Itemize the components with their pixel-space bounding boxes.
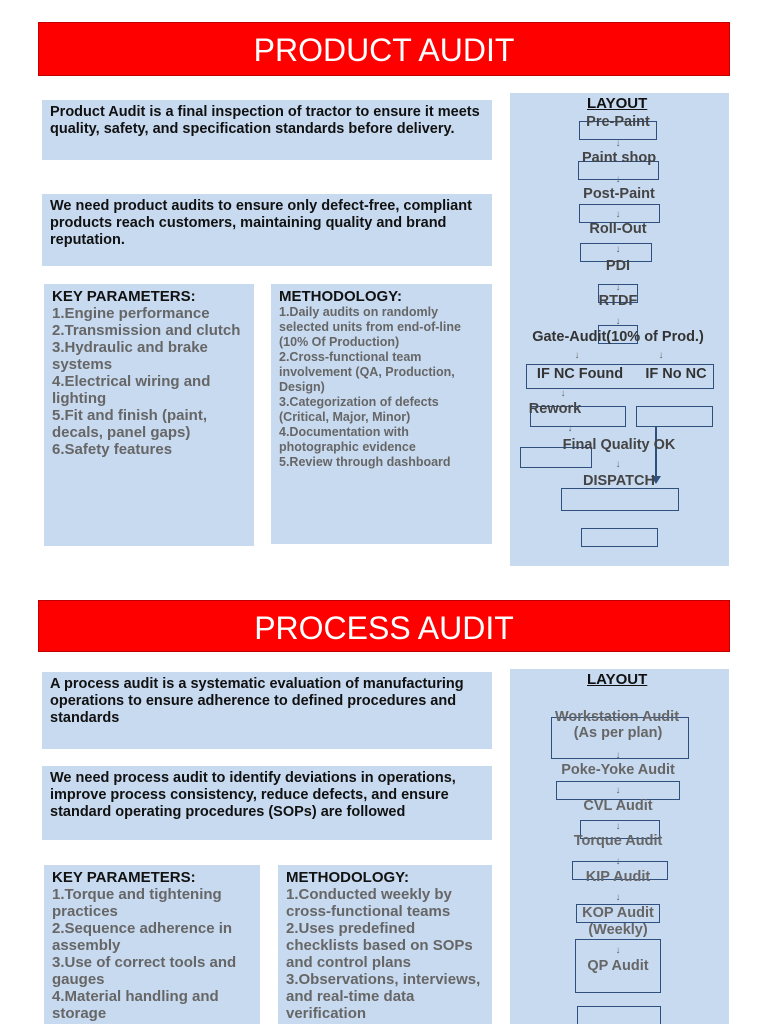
list-item: 1.Torque and tightening practices [52, 886, 222, 920]
flow-workstation-audit: Workstation Audit [554, 709, 680, 725]
down-arrow-icon: ↓ [567, 423, 573, 434]
list-item: 2.Transmission and clutch [52, 322, 241, 339]
flow-rework: Rework [528, 401, 582, 417]
process-need-box [42, 766, 492, 840]
down-arrow-icon: ↓ [615, 209, 621, 220]
down-arrow-icon: ↓ [658, 350, 664, 361]
list-item: 2.Uses predefined checklists based on SOPs and control plans [286, 920, 473, 971]
flow-pre-paint: Pre-Paint [586, 114, 650, 130]
list-item: 2.Cross-functional team involvement (QA, Production, Design) [279, 350, 455, 394]
product-need-text: We need product audits to ensure only defect-free, compliant products reach customers, maintaining quality and brand reputation. [50, 198, 472, 248]
down-arrow-icon: ↓ [615, 244, 621, 255]
flow-cvl-audit: CVL Audit [583, 798, 653, 814]
flow-workstation-sub: (As per plan) [573, 725, 663, 741]
list-item: 3.Observations, interviews, and real-time data verification [286, 971, 481, 1022]
down-arrow-icon: ↓ [615, 821, 621, 832]
product-intro-box [42, 100, 492, 160]
product-methodology-list [279, 305, 484, 470]
product-methodology-box [271, 284, 492, 544]
flow-box [561, 488, 679, 511]
process-intro-text: A process audit is a systematic evaluation of manufacturing operations to ensure adherence to defined procedures and standards [50, 676, 464, 726]
down-arrow-icon: ↓ [560, 388, 566, 399]
flow-rtdf: RTDF [598, 293, 638, 309]
flow-torque-audit: Torque Audit [573, 833, 663, 849]
list-item: 3.Hydraulic and brake systems [52, 339, 208, 373]
down-arrow-icon: ↓ [615, 174, 621, 185]
process-intro-box [42, 672, 492, 749]
process-key-parameters-heading: KEY PARAMETERS: [52, 869, 196, 886]
flow-roll-out: Roll-Out [589, 221, 647, 237]
process-need-text: We need process audit to identify deviations in operations, improve process consistency, reduce defects, and ensure standard operating procedures (SOPs) are followed [50, 770, 456, 820]
process-layout-title: LAYOUT [587, 671, 648, 688]
flow-box [581, 528, 658, 547]
process-methodology-list [286, 886, 484, 1022]
process-methodology-box [278, 865, 492, 1024]
product-layout-title: LAYOUT [587, 95, 648, 112]
process-audit-title: PROCESS AUDIT [254, 610, 514, 646]
list-item: 1.Engine performance [52, 305, 210, 322]
down-arrow-icon: ↓ [615, 856, 621, 867]
process-methodology-heading: METHODOLOGY: [286, 869, 410, 886]
flow-kip-audit: KIP Audit [585, 869, 651, 885]
flow-poke-yoke: Poke-Yoke Audit [561, 762, 675, 778]
down-arrow-icon: ↓ [615, 282, 621, 293]
flow-if-no-nc: IF No NC [645, 366, 707, 382]
list-item: 4.Electrical wiring and lighting [52, 373, 211, 407]
product-key-parameters-heading: KEY PARAMETERS: [52, 288, 196, 305]
flow-kop-audit: KOP Audit [582, 905, 654, 921]
list-item: 4.Documentation with photographic evidence [279, 425, 416, 454]
list-item: 6.Safety features [52, 441, 173, 458]
list-item: 3.Use of correct tools and gauges [52, 954, 237, 988]
flow-kop-sub: (Weekly) [588, 922, 648, 938]
list-item: 3.Categorization of defects (Critical, Major, Minor) [279, 395, 439, 424]
flow-gate-audit: Gate-Audit(10% of Prod.) [532, 329, 704, 345]
down-arrow-icon: ↓ [615, 750, 621, 761]
product-audit-banner [38, 22, 730, 76]
product-methodology-heading: METHODOLOGY: [279, 288, 403, 305]
flow-pdi: PDI [605, 258, 631, 274]
down-arrow-icon: ↓ [615, 138, 621, 149]
flow-if-nc-found: IF NC Found [536, 366, 624, 382]
down-arrow-icon: ↓ [615, 892, 621, 903]
flow-paint-shop: Paint shop [581, 150, 657, 166]
flow-dispatch: DISPATCH [583, 473, 655, 489]
process-key-parameters-list [52, 886, 252, 1022]
flow-box [577, 1006, 661, 1024]
list-item: 5.Review through dashboard [279, 455, 451, 469]
connector-line [655, 426, 657, 480]
product-key-parameters-list [52, 305, 246, 458]
down-arrow-icon: ↓ [615, 785, 621, 796]
product-audit-title: PRODUCT AUDIT [253, 32, 515, 68]
list-item: 5.Fit and finish (paint, decals, panel gaps) [52, 407, 207, 441]
down-arrow-icon: ↓ [574, 350, 580, 361]
flow-post-paint: Post-Paint [583, 186, 655, 202]
product-intro-text: Product Audit is a final inspection of tractor to ensure it meets quality, safety, and specification standards before delivery. [50, 104, 480, 137]
list-item: 2.Sequence adherence in assembly [52, 920, 233, 954]
flow-box [636, 406, 713, 427]
flow-final-quality: Final Quality OK [562, 437, 676, 453]
list-item: 1.Daily audits on randomly selected units from end-of-line (10% Of Production) [279, 305, 461, 349]
process-key-parameters-box [44, 865, 260, 1024]
down-arrow-icon: ↓ [615, 459, 621, 470]
down-arrow-icon: ↓ [615, 316, 621, 327]
product-need-box [42, 194, 492, 266]
flow-qp-audit: QP Audit [587, 958, 649, 974]
process-audit-banner [38, 600, 730, 652]
down-arrow-icon: ↓ [615, 945, 621, 956]
list-item: 4.Material handling and storage [52, 988, 219, 1022]
product-key-parameters-box [44, 284, 254, 546]
list-item: 1.Conducted weekly by cross-functional teams [286, 886, 452, 920]
